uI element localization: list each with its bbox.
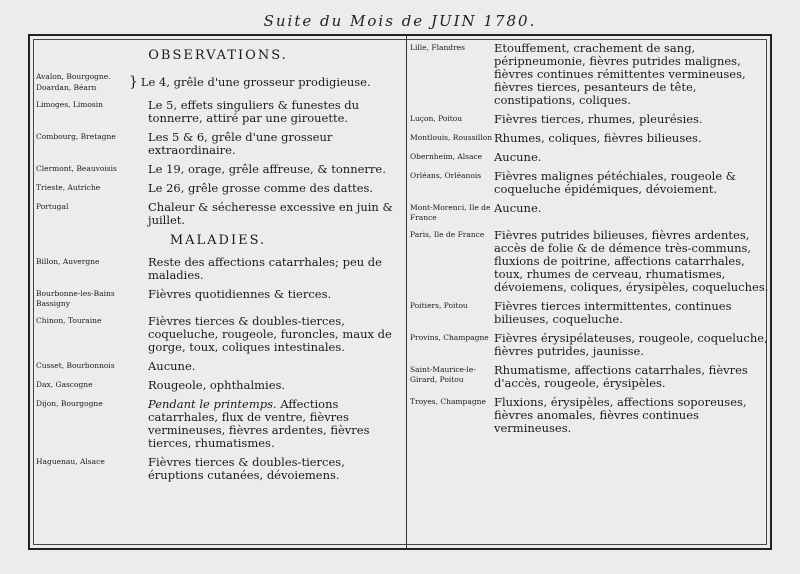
right-column: [410, 42, 772, 441]
maladie-text-rest: Affections catarrhales, flux de ventre, fièvres vermineuses, fièvres ardentes, fièvres tierces, rhumatismes.: [148, 397, 370, 450]
maladie-entry: [410, 300, 772, 326]
place-name: Saint-Maurice-le-Girard, Poitou: [410, 365, 476, 384]
maladie-entry: [36, 315, 400, 354]
observation-entry: [36, 131, 400, 157]
maladie-text: Reste des affections catarrhales; peu de maladies.: [148, 255, 382, 282]
maladie-entry: [410, 151, 772, 164]
place-name: Limoges, Limosin: [36, 100, 103, 109]
observation-entry: [36, 163, 400, 176]
maladie-text: Fièvres malignes pétéchiales, rougeole & coqueluche épidémiques, dévoiement.: [494, 169, 737, 196]
place-name: Billon, Auvergne: [36, 257, 100, 266]
place-name: Avalon, Bourgogne.: [36, 72, 111, 81]
maladie-text: Fièvres tierces intermittentes, continues bilieuses, coqueluche.: [494, 299, 732, 326]
maladie-entry: [36, 398, 400, 450]
place-name: Obernheim, Alsace: [410, 152, 483, 161]
maladie-entry: [410, 229, 772, 294]
maladie-text: Rhumes, coliques, fièvres bilieuses.: [494, 131, 702, 145]
table-frame: [28, 34, 772, 550]
maladie-entry: [410, 332, 772, 358]
maladie-entry: [36, 379, 400, 392]
place-name: Bourbonne-les-Bains Bassigny: [36, 289, 115, 308]
place-name: Montlouis, Roussillon: [410, 133, 493, 142]
maladie-text: Fluxions, érysipèles, affections soporeuses, fièvres anomales, fièvres continues vermineuses.: [494, 395, 747, 435]
maladie-text: Aucune.: [494, 150, 542, 164]
maladie-entry: [410, 42, 772, 107]
maladie-entry: [36, 256, 400, 282]
observation-entry: [36, 182, 400, 195]
observation-entry: [36, 71, 400, 93]
maladie-text: [146, 398, 400, 450]
maladie-text: Etouffement, crachement de sang, péripneumonie, fièvres putrides malignes, fièvres continues rémittentes vermineuses, fièvres tierces, pesanteurs de tête, constipations, coliques.: [494, 41, 746, 107]
maladie-entry: [410, 364, 772, 390]
maladie-text: Fièvres tierces, rhumes, pleurésies.: [494, 112, 703, 126]
place-name: Dax, Gascogne: [36, 380, 93, 389]
observation-entry: [36, 99, 400, 125]
maladie-entry: [410, 113, 772, 126]
maladie-entry: [410, 132, 772, 145]
maladie-entry: [36, 288, 400, 309]
place-name: Portugal: [36, 202, 69, 211]
place-name: Combourg, Bretagne: [36, 132, 116, 141]
place-name: Doardan, Béarn: [36, 83, 97, 92]
place-name: Paris, Ile de France: [410, 230, 485, 239]
maladie-text: Fièvres quotidiennes & tierces.: [148, 287, 332, 301]
place-name: Clermont, Beauvoisis: [36, 164, 117, 173]
observation-text: Le 19, orage, grêle affreuse, & tonnerre.: [148, 162, 386, 176]
maladie-text: Rougeole, ophthalmies.: [148, 378, 286, 392]
place-name: Haguenau, Alsace: [36, 457, 105, 466]
maladie-entry: [410, 202, 772, 223]
observation-text: Le 26, grêle grosse comme des dattes.: [148, 181, 374, 195]
place-name: Dijon, Bourgogne: [36, 399, 103, 408]
maladie-entry: [410, 170, 772, 196]
place-name: Orléans, Orléanois: [410, 171, 482, 180]
place-name: Luçon, Poitou: [410, 114, 463, 123]
left-column: [36, 42, 400, 488]
maladie-note: Pendant le printemps.: [148, 397, 277, 411]
maladie-text: Aucune.: [148, 359, 196, 373]
place-name: Mont-Morenci, Ile de France: [410, 203, 491, 222]
maladie-entry: [36, 360, 400, 373]
maladie-entry: [410, 396, 772, 435]
observation-text: Le 5, effets singuliers & funestes du tonnerre, attiré par une girouette.: [148, 98, 360, 125]
place-name: Chinon, Touraine: [36, 316, 102, 325]
observation-text: Les 5 & 6, grêle d'une grosseur extraordinaire.: [148, 130, 333, 157]
maladie-entry: [36, 456, 400, 482]
column-divider: [406, 36, 407, 548]
maladies-title: MALADIES.: [169, 233, 267, 248]
maladie-text: Fièvres tierces & doubles-tierces, éruptions cutanées, dévoiemens.: [148, 455, 345, 482]
place-name: Provins, Champagne: [410, 333, 489, 342]
maladie-text: Aucune.: [494, 201, 542, 215]
running-head: Suite du Mois de JUIN 1780.: [263, 12, 537, 30]
place-name: Poitiers, Poitou: [410, 301, 468, 310]
place-name: Cusset, Bourbonnois: [36, 361, 115, 370]
place-name: Troyes, Champagne: [410, 397, 486, 406]
brace-glyph: }: [129, 74, 138, 90]
maladie-text: Fièvres érysipélateuses, rougeole, coqueluche, fièvres putrides, jaunisse.: [494, 331, 768, 358]
maladie-text: Fièvres tierces & doubles-tierces, coqueluche, rougeole, furoncles, maux de gorge, toux, coliques intestinales.: [148, 314, 392, 354]
observation-text: Chaleur & sécheresse excessive en juin & juillet.: [148, 200, 393, 227]
maladie-text: Fièvres putrides bilieuses, fièvres ardentes, accès de folie & de démence très-communs, fluxions de poitrine, affections catarrhales, toux, rhumes de cerveau, rhumatismes, dévoiemens, coliques, érysipèles, coqueluches.: [494, 228, 769, 294]
observation-text: Le 4, grêle d'une grosseur prodigieuse.: [140, 74, 371, 89]
place-name: Trieste, Autriche: [36, 183, 101, 192]
observation-entry: [36, 201, 400, 227]
observations-title: OBSERVATIONS.: [148, 48, 288, 63]
maladie-text: Rhumatisme, affections catarrhales, fièvres d'accès, rougeole, érysipèles.: [494, 363, 748, 390]
place-name: Lille, Flandres: [410, 43, 465, 52]
